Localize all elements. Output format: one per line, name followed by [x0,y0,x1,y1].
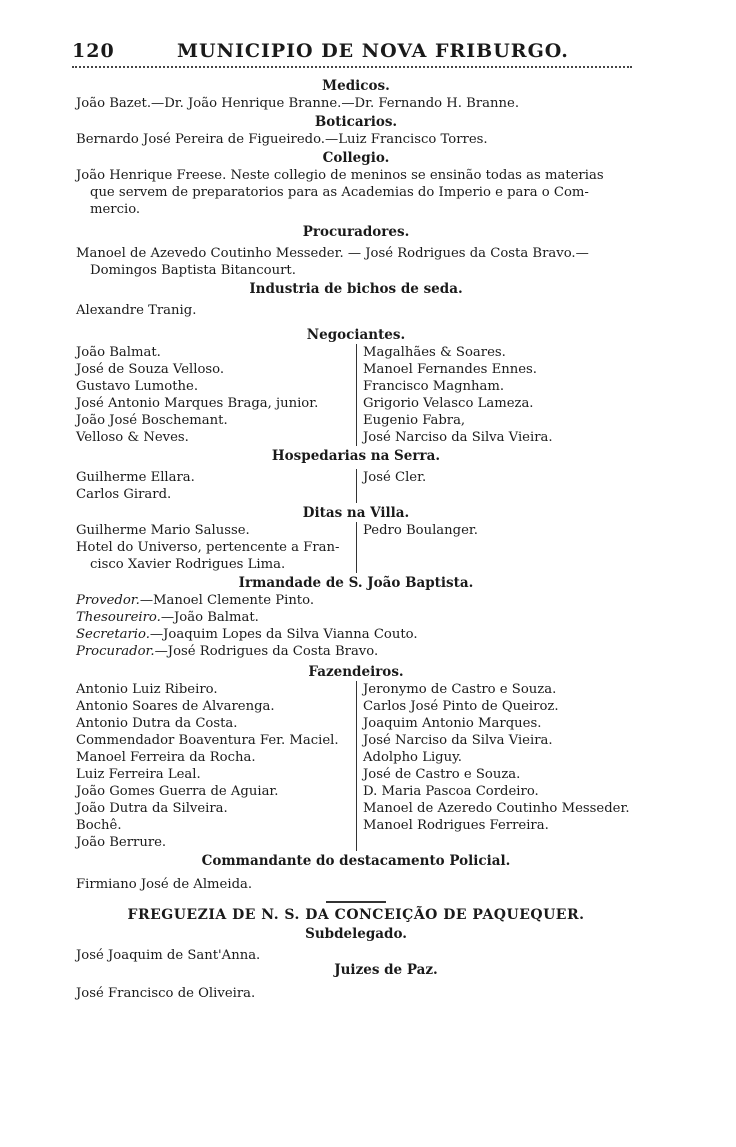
list-item: Guilherme Mario Salusse. [76,523,250,538]
section-title-hospedarias: Hospedarias na Serra. [271,448,441,464]
collegio-line-2: que servem de preparatorios para as Academias do Imperio e para o Com- [90,185,589,200]
irmandade-name: —João Balmat. [160,610,259,625]
list-item: José Narciso da Silva Vieira. [363,430,553,445]
fazendeiros-left-column [76,681,356,851]
list-item: Guilherme Ellara. [76,470,195,485]
section-title-industria: Industria de bichos de seda. [249,281,463,297]
header-rule [72,66,632,68]
irmandade-row [76,626,636,643]
section-title-medicos: Medicos. [322,78,390,94]
page-title: MUNICIPIO DE NOVA FRIBURGO. [177,40,569,62]
list-item: Luiz Ferreira Leal. [76,767,201,782]
document-body [76,76,636,1002]
irmandade-name: —Manoel Clemente Pinto. [139,593,315,608]
list-item: D. Maria Pascoa Cordeiro. [363,784,539,799]
section-title-commandante: Commandante do destacamento Policial. [201,853,511,869]
negociantes-left-column [76,344,356,446]
irmandade-row [76,643,636,660]
irmandade-role: Provedor. [76,593,140,608]
list-item: Manoel Rodrigues Ferreira. [363,818,549,833]
page-number: 120 [72,40,115,62]
section-title-procuradores: Procuradores. [302,224,410,240]
list-item: Pedro Boulanger. [363,523,478,538]
procuradores-line-2: Domingos Baptista Bitancourt. [90,263,296,278]
section-title-irmandade: Irmandade de S. João Baptista. [238,575,474,591]
section-title-subdelegado: Subdelegado. [305,926,407,942]
irmandade-role: Secretario. [76,627,150,642]
list-item: José Cler. [363,470,427,485]
irmandade-name: —José Rodrigues da Costa Bravo. [154,644,379,659]
negociantes-right-column [356,344,626,446]
subdelegado-text: José Joaquim de Sant'Anna. [76,948,261,963]
list-item: Joaquim Antonio Marques. [363,716,542,731]
irmandade-row [76,609,636,626]
parish-title: FREGUEZIA DE N. S. DA CONCEIÇÃO DE PAQUEQUER. [127,907,585,923]
collegio-line-3: mercio. [90,202,141,217]
section-title-juizes: Juizes de Paz. [334,962,438,978]
section-title-fazendeiros: Fazendeiros. [308,664,404,680]
hospedarias-right-column [356,469,626,503]
list-item: Antonio Soares de Alvarenga. [76,699,275,714]
commandante-text: Firmiano José de Almeida. [76,877,253,892]
section-title-boticarios: Boticarios. [314,114,398,130]
list-item: João Balmat. [76,345,161,360]
list-item: João Berrure. [76,835,167,850]
list-item: João José Boschemant. [76,413,228,428]
procuradores-line-1: Manoel de Azevedo Coutinho Messeder. — José Rodrigues da Costa Bravo.— [76,246,589,261]
irmandade-row [76,592,636,609]
list-item: Antonio Luiz Ribeiro. [76,682,218,697]
list-item: Jeronymo de Castro e Souza. [363,682,557,697]
irmandade-role: Procurador. [76,644,155,659]
list-item: Antonio Dutra da Costa. [76,716,238,731]
list-item: Velloso & Neves. [76,430,189,445]
list-item: Hotel do Universo, pertencente a Fran- [76,540,340,555]
medicos-text: João Bazet.—Dr. João Henrique Branne.—Dr. Fernando H. Branne. [76,96,520,111]
list-item: Manoel Fernandes Ennes. [363,362,537,377]
list-item: cisco Xavier Rodrigues Lima. [90,557,286,572]
list-item: José Antonio Marques Braga, junior. [76,396,319,411]
collegio-line-1: João Henrique Freese. Neste collegio de meninos se ensinão todas as materias [76,168,604,183]
irmandade-name: —Joaquim Lopes da Silva Vianna Couto. [149,627,418,642]
ditas-columns [76,522,636,573]
list-item: Bochê. [76,818,122,833]
list-item: Carlos José Pinto de Queiroz. [363,699,559,714]
fazendeiros-columns [76,681,636,851]
ditas-right-column [356,522,626,573]
fazendeiros-right-column [356,681,630,851]
list-item: Carlos Girard. [76,487,172,502]
list-item: Manoel de Azeredo Coutinho Messeder. [363,801,630,816]
irmandade-role: Thesoureiro. [76,610,161,625]
list-item: Adolpho Liguy. [363,750,462,765]
section-title-ditas: Ditas na Villa. [302,505,410,521]
list-item: José Narciso da Silva Vieira. [363,733,553,748]
boticarios-text: Bernardo José Pereira de Figueiredo.—Luiz Francisco Torres. [76,132,488,147]
list-item: Francisco Magnham. [363,379,505,394]
section-divider [326,901,386,903]
list-item: Gustavo Lumothe. [76,379,199,394]
list-item: Manoel Ferreira da Rocha. [76,750,256,765]
list-item: Magalhães & Soares. [363,345,506,360]
industria-text: Alexandre Tranig. [76,303,197,318]
list-item: Eugenio Fabra, [363,413,466,428]
list-item: João Gomes Guerra de Aguiar. [76,784,279,799]
hospedarias-left-column [76,469,356,503]
juiz-text: José Francisco de Oliveira. [76,986,256,1001]
section-title-collegio: Collegio. [322,150,390,166]
list-item: José de Castro e Souza. [363,767,521,782]
negociantes-columns [76,344,636,446]
list-item: Grigorio Velasco Lameza. [363,396,534,411]
hospedarias-columns [76,469,636,503]
ditas-left-column [76,522,356,573]
list-item: João Dutra da Silveira. [76,801,228,816]
list-item: Commendador Boaventura Fer. Maciel. [76,733,339,748]
list-item: José de Souza Velloso. [76,362,225,377]
section-title-negociantes: Negociantes. [306,327,406,343]
